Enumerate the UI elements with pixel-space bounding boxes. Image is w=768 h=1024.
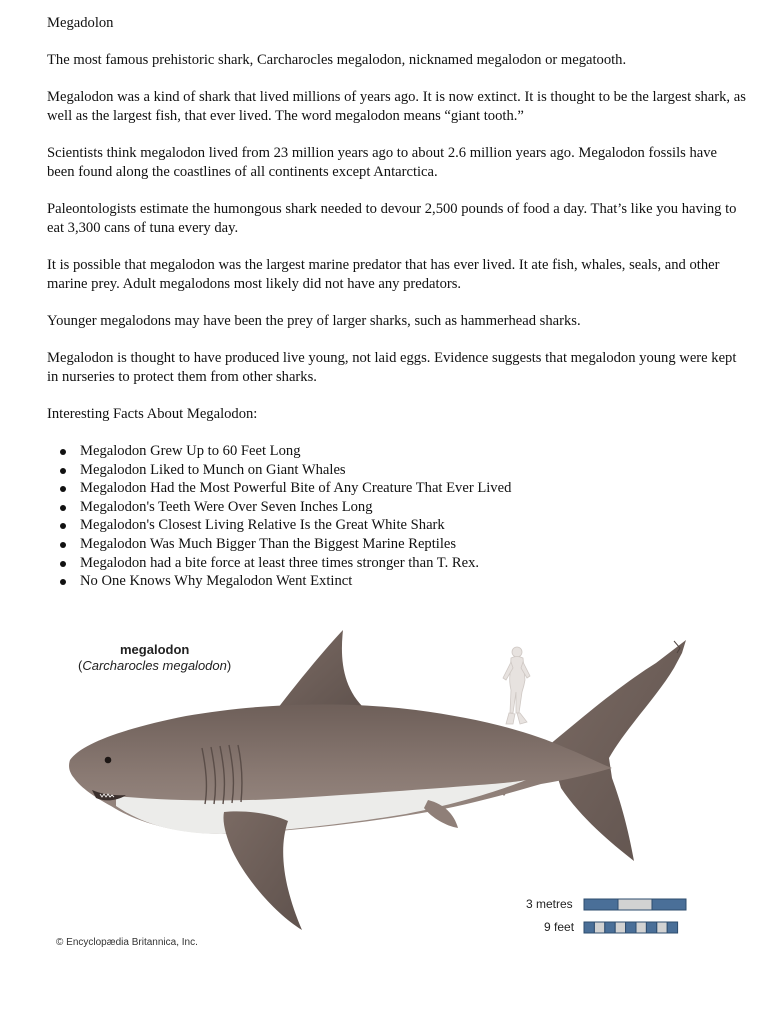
megalodon-illustration [56,618,706,948]
figure-caption-name: megalodon [120,642,190,657]
paragraph-timeline: Scientists think megalodon lived from 23 million years ago to about 2.6 million years ago. Megalodon fossils have been found along the coastlines of all continents except Antarctica. [47,145,717,180]
paragraph-diet-amount: Paleontologists estimate the humongous shark needed to devour 2,500 pounds of food a day. That’s like you having to eat 3,300 cans of tuna every day. [47,201,737,236]
list-item: Megalodon's Closest Living Relative Is the Great White Shark [47,516,747,535]
shark-eye [105,757,112,764]
paragraph-young-prey: Younger megalodons may have been the prey of larger sharks, such as hammerhead sharks. [47,313,581,329]
scale-bar-feet [584,922,678,933]
paragraph-reproduction: Megalodon is thought to have produced live young, not laid eggs. Evidence suggests that megalodon young were kept in nurseries to protect them from other sharks. [47,350,737,385]
paragraph-predator: It is possible that megalodon was the largest marine predator that has ever lived. It ate fish, whales, seals, and other marine prey. Adult megalodons most likely did not have any predators. [47,257,720,292]
shark-dorsal-fin [278,630,366,710]
facts-list [47,442,747,591]
list-item: Megalodon Was Much Bigger Than the Biggest Marine Reptiles [47,535,747,554]
list-item: No One Knows Why Megalodon Went Extinct [47,572,747,591]
figure-credit: © Encyclopædia Britannica, Inc. [56,937,198,948]
list-item: Megalodon Grew Up to 60 Feet Long [47,442,747,461]
paragraph-intro: The most famous prehistoric shark, Carcharocles megalodon, nicknamed megalodon or megatooth. [47,52,627,68]
list-item: Megalodon had a bite force at least three times stronger than T. Rex. [47,554,747,573]
figure-caption-scientific: (Carcharocles megalodon) [78,658,232,673]
document-body [47,14,747,591]
document-title: Megadolon [47,15,114,31]
scale-bar-metres [584,899,686,910]
scale-feet-label: 9 feet [544,920,575,934]
list-item: Megalodon's Teeth Were Over Seven Inches Long [47,498,747,517]
list-item: Megalodon Liked to Munch on Giant Whales [47,461,747,480]
scale-metres-label: 3 metres [526,897,573,911]
diver-silhouette [503,647,530,724]
paragraph-description: Megalodon was a kind of shark that lived millions of years ago. It is now extinct. It is thought to be the largest shark, as well as the largest fish, that ever lived. The word megalodon means “giant tooth.” [47,89,746,124]
list-item: Megalodon Had the Most Powerful Bite of Any Creature That Ever Lived [47,479,747,498]
facts-heading: Interesting Facts About Megalodon: [47,406,258,422]
